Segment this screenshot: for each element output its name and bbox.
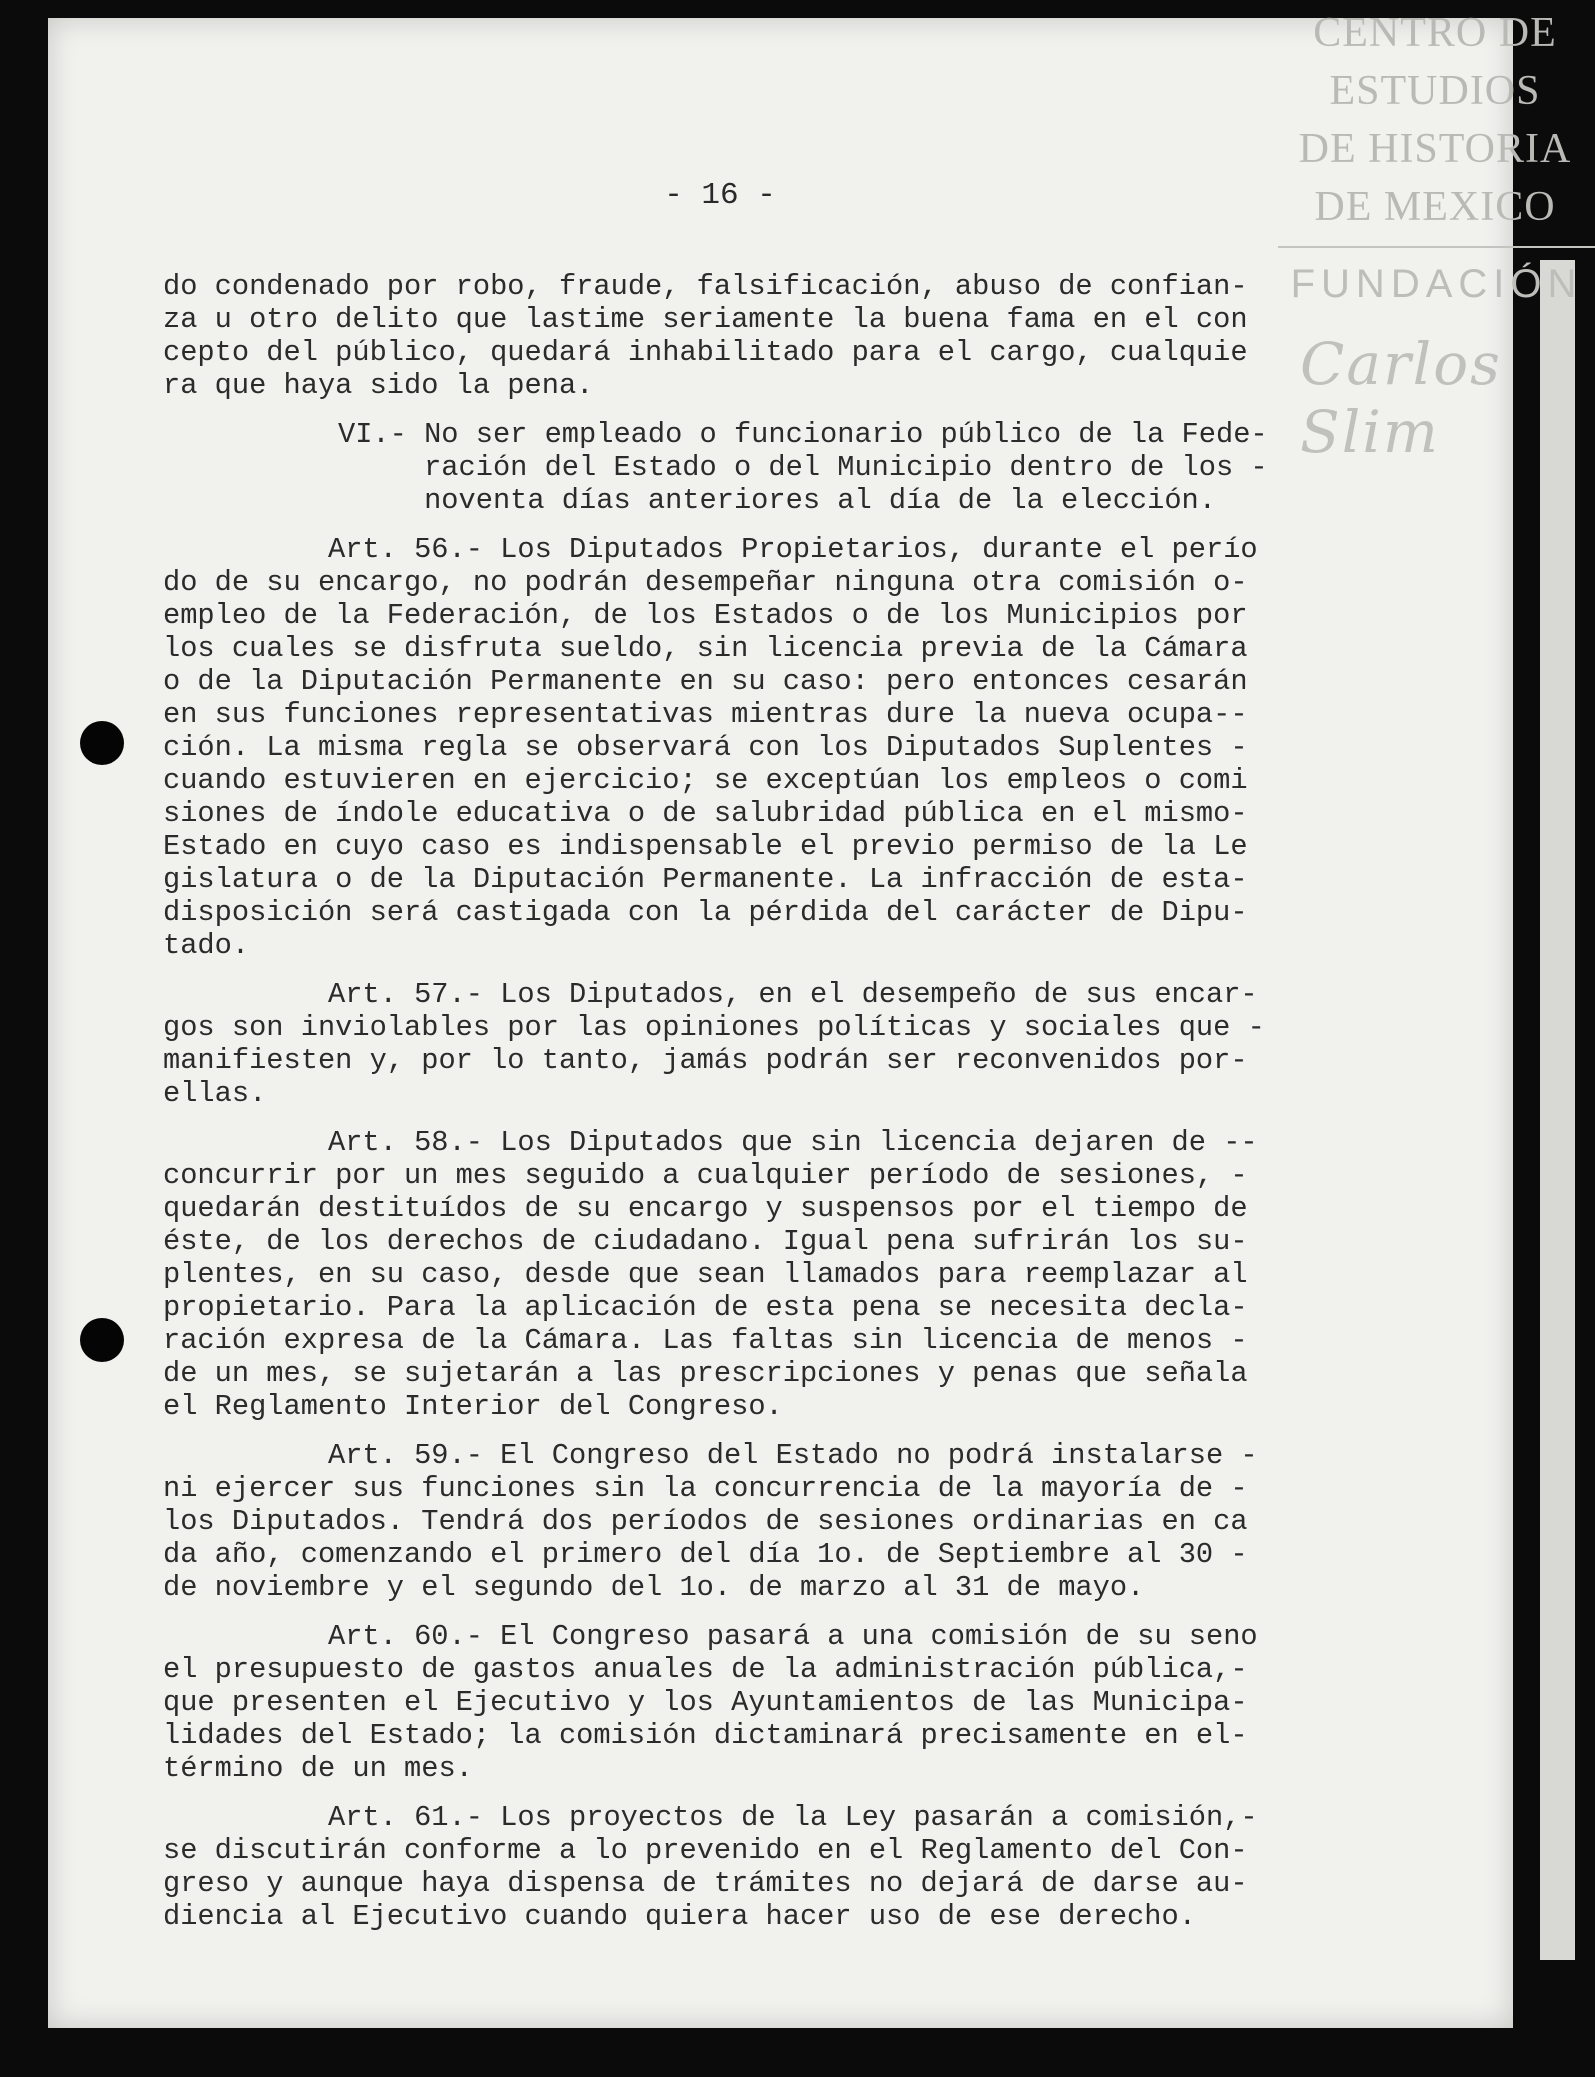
text-line: éste, de los derechos de ciudadano. Igual pena sufrirán los su- [163, 1225, 1248, 1258]
text-line: empleo de la Federación, de los Estados o de los Municipios por [163, 599, 1248, 632]
text-line: cepto del público, quedará inhabilitado para el cargo, cualquie [163, 336, 1248, 369]
paragraph [163, 1801, 1358, 1933]
text-line: manifiesten y, por lo tanto, jamás podrán ser reconvenidos por- [163, 1044, 1248, 1077]
text-line: de un mes, se sujetarán a las prescripciones y penas que señala [163, 1357, 1248, 1390]
text-line: do condenado por robo, fraude, falsificación, abuso de confian- [163, 270, 1248, 303]
text-line: noventa días anteriores al día de la elección. [338, 484, 1216, 517]
text-line: ción. La misma regla se observará con los Diputados Suplentes - [163, 731, 1248, 764]
text-line: siones de índole educativa o de salubridad pública en el mismo- [163, 797, 1248, 830]
text-line: lidades del Estado; la comisión dictaminará precisamente en el- [163, 1719, 1248, 1752]
text-line: VI.- No ser empleado o funcionario público de la Fede- [338, 418, 1268, 451]
text-line: ra que haya sido la pena. [163, 369, 594, 402]
archive-watermark [1275, 4, 1595, 236]
text-line: gos son inviolables por las opiniones políticas y sociales que - [163, 1011, 1265, 1044]
text-line: tado. [163, 929, 250, 962]
watermark-line: DE MEXICO [1314, 184, 1556, 230]
text-line: se discutirán conforme a lo prevenido en el Reglamento del Con- [163, 1834, 1248, 1867]
text-line: greso y aunque haya dispensa de trámites no dejará de darse au- [163, 1867, 1248, 1900]
paragraph [163, 533, 1358, 962]
paragraph [163, 270, 1358, 402]
text-line: diencia al Ejecutivo cuando quiera hacer uso de ese derecho. [163, 1900, 1196, 1933]
punch-hole [80, 1318, 124, 1362]
text-line: ellas. [163, 1077, 267, 1110]
document-body [163, 270, 1358, 1933]
text-line: ni ejercer sus funciones sin la concurrencia de la mayoría de - [163, 1472, 1248, 1505]
watermark-signature: Carlos Slim [1300, 330, 1502, 466]
paragraph [163, 1620, 1358, 1785]
text-line: propietario. Para la aplicación de esta pena se necesita decla- [163, 1291, 1248, 1324]
paragraph-gap [163, 1423, 1358, 1439]
text-line: de noviembre y el segundo del 1o. de marzo al 31 de mayo. [163, 1571, 1145, 1604]
punch-hole [80, 721, 124, 765]
text-line: los cuales se disfruta sueldo, sin licencia previa de la Cámara [163, 632, 1248, 665]
paragraph-gap [163, 402, 1358, 418]
text-line: el Reglamento Interior del Congreso. [163, 1390, 783, 1423]
text-line: quedarán destituídos de su encargo y suspensos por el tiempo de [163, 1192, 1248, 1225]
paragraph-gap [163, 962, 1358, 978]
paragraph [163, 978, 1358, 1110]
text-line: gislatura o de la Diputación Permanente. La infracción de esta- [163, 863, 1248, 896]
text-line: ración del Estado o del Municipio dentro de los - [338, 451, 1268, 484]
text-line: do de su encargo, no podrán desempeñar ninguna otra comisión o- [163, 566, 1248, 599]
watermark-line: CENTRO DE [1313, 10, 1557, 56]
text-line: Art. 59.- El Congreso del Estado no podrá instalarse - [328, 1439, 1258, 1472]
paragraph-gap [163, 517, 1358, 533]
text-line: Art. 58.- Los Diputados que sin licencia dejaren de -- [328, 1126, 1258, 1159]
paragraph-gap [163, 1785, 1358, 1801]
text-line: Art. 60.- El Congreso pasará a una comisión de su seno [328, 1620, 1258, 1653]
text-line: Art. 61.- Los proyectos de la Ley pasarán a comisión,- [328, 1801, 1258, 1834]
text-line: término de un mes. [163, 1752, 473, 1785]
text-line: da año, comenzando el primero del día 1o. de Septiembre al 30 - [163, 1538, 1248, 1571]
text-line: cuando estuvieren en ejercicio; se exceptúan los empleos o comi [163, 764, 1248, 797]
text-line: Estado en cuyo caso es indispensable el previo permiso de la Le [163, 830, 1248, 863]
text-line: Art. 57.- Los Diputados, en el desempeño de sus encar- [328, 978, 1258, 1011]
text-line: disposición será castigada con la pérdida del carácter de Dipu- [163, 896, 1248, 929]
paragraph-gap [163, 1110, 1358, 1126]
text-line: o de la Diputación Permanente en su caso: pero entonces cesarán [163, 665, 1248, 698]
text-line: el presupuesto de gastos anuales de la administración pública,- [163, 1653, 1248, 1686]
paragraph [163, 418, 1358, 517]
paragraph [163, 1439, 1358, 1604]
text-line: en sus funciones representativas mientras dure la nueva ocupa-- [163, 698, 1248, 731]
watermark-foundation: FUNDACIÓN [1290, 262, 1583, 306]
watermark-divider [1278, 246, 1595, 248]
paragraph-gap [163, 1604, 1358, 1620]
paragraph [163, 1126, 1358, 1423]
page-edge-shadow [1540, 260, 1575, 1960]
watermark-line: ESTUDIOS [1329, 68, 1541, 114]
text-line: ración expresa de la Cámara. Las faltas sin licencia de menos - [163, 1324, 1248, 1357]
text-line: plentes, en su caso, desde que sean llamados para reemplazar al [163, 1258, 1248, 1291]
text-line: que presenten el Ejecutivo y los Ayuntamientos de las Municipa- [163, 1686, 1248, 1719]
text-line: los Diputados. Tendrá dos períodos de sesiones ordinarias en ca [163, 1505, 1248, 1538]
page-number: - 16 - [664, 178, 776, 213]
watermark-line: DE HISTORIA [1298, 126, 1572, 172]
text-line: Art. 56.- Los Diputados Propietarios, durante el perío [328, 533, 1258, 566]
text-line: concurrir por un mes seguido a cualquier período de sesiones, - [163, 1159, 1248, 1192]
text-line: za u otro delito que lastime seriamente la buena fama en el con [163, 303, 1248, 336]
